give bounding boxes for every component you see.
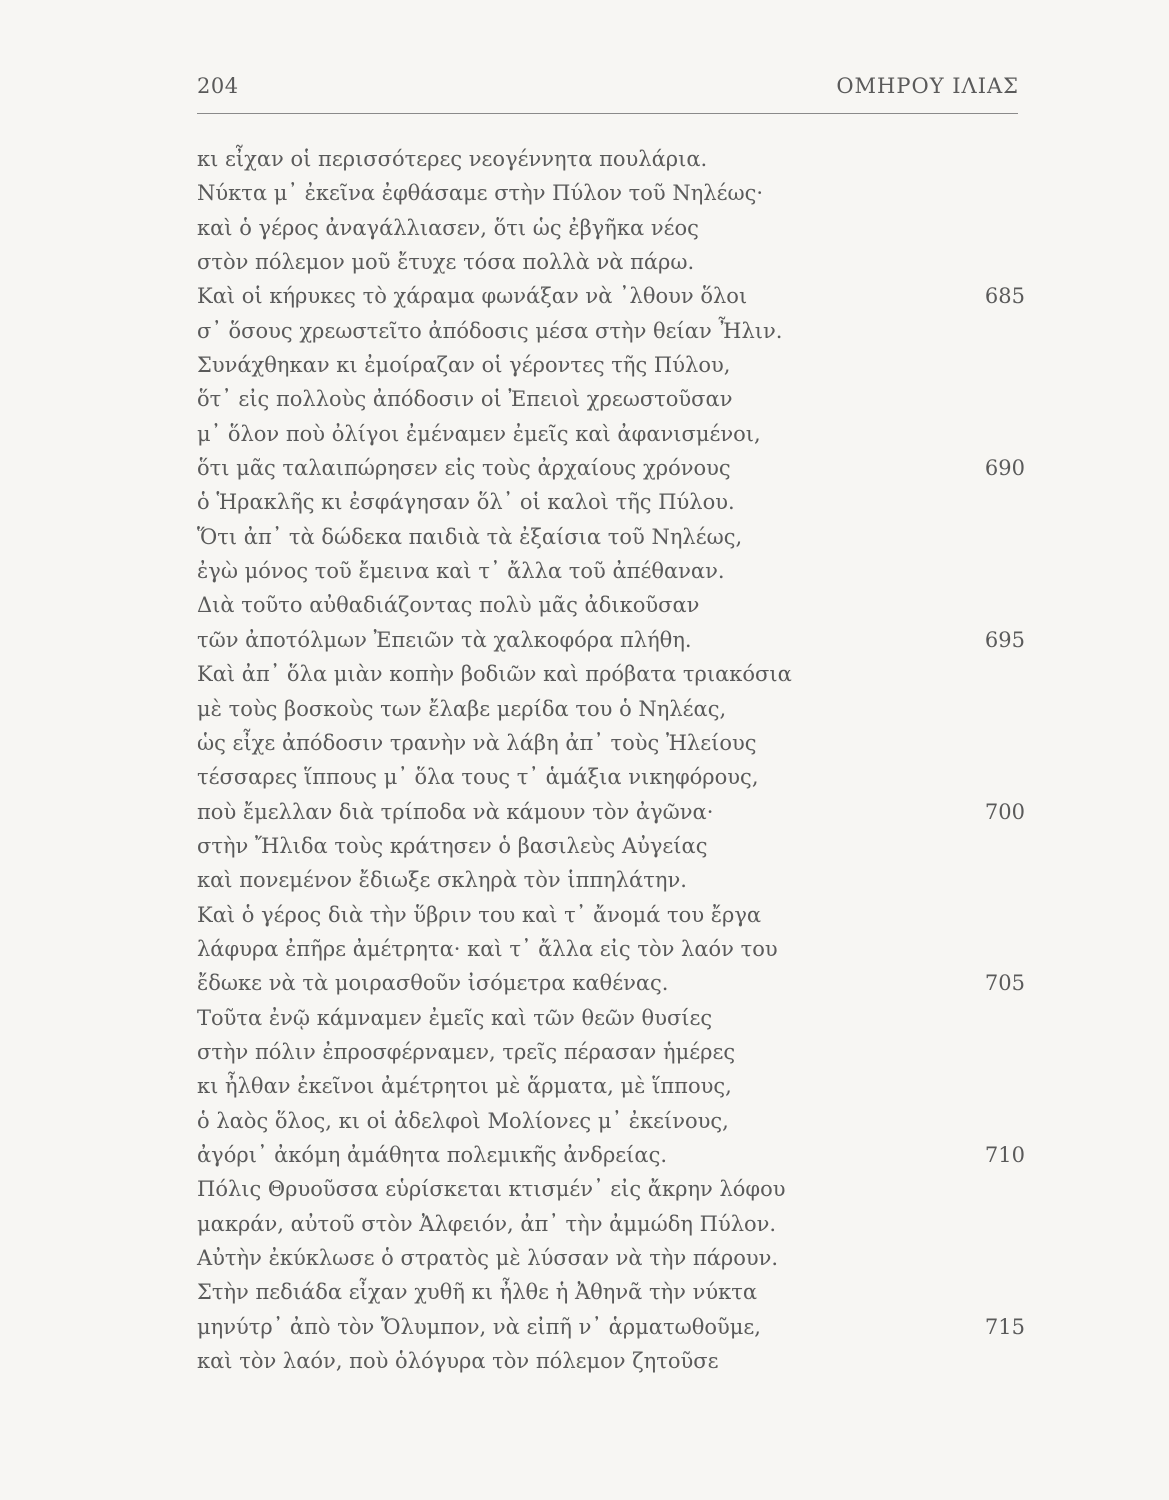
verse-line — [197, 1172, 1027, 1206]
verse-text: μακράν, αὐτοῦ στὸν Ἀλφειόν, ἀπ᾽ τὴν ἀμμώδη Πύλον. — [197, 1211, 777, 1236]
verse-text: Αὐτὴν ἐκύκλωσε ὁ στρατὸς μὲ λύσσαν νὰ τὴν πάρουν. — [197, 1246, 779, 1270]
verse-line — [197, 588, 1027, 622]
verse-line — [197, 211, 1027, 245]
verse-text: κι εἶχαν οἱ περισσότερες νεογέννητα πουλάρια. — [197, 147, 708, 171]
line-number: 700 — [984, 799, 1025, 824]
verse-text: Στὴν πεδιάδα εἶχαν χυθῆ κι ἦλθε ἡ Ἀθηνᾶ τὴν νύκτα — [197, 1280, 758, 1305]
verse-text: λάφυρα ἐπῆρε ἀμέτρητα· καὶ τ᾽ ἄλλα εἰς τὸν λαόν του — [197, 936, 778, 961]
verse-text: ὅτι μᾶς ταλαιπώρησεν εἰς τοὺς ἀρχαίους χρόνους — [197, 456, 731, 481]
verse-line — [197, 1104, 1027, 1138]
header-rule — [197, 113, 1018, 114]
verse-line — [197, 1275, 1027, 1309]
verse-line — [197, 795, 1027, 829]
verse-text: Διὰ τοῦτο αὐθαδιάζοντας πολὺ μᾶς ἀδικοῦσαν — [197, 593, 700, 618]
verse-text: μ᾽ ὅλον ποὺ ὀλίγοι ἐμέναμεν ἐμεῖς καὶ ἀφανισμένοι, — [197, 421, 761, 446]
verse-text: ἔδωκε νὰ τὰ μοιρασθοῦν ἰσόμετρα καθένας. — [197, 971, 669, 996]
line-number: 710 — [984, 1142, 1025, 1167]
verse-line — [197, 863, 1027, 897]
verse-text: μηνύτρ᾽ ἀπὸ τὸν Ὄλυμπον, νὰ εἰπῆ ν᾽ ἁρματωθοῦμε, — [197, 1314, 761, 1339]
verse-line — [197, 382, 1027, 416]
verse-text: ὡς εἶχε ἀπόδοσιν τρανὴν νὰ λάβη ἀπ᾽ τοὺς Ἠλείους — [197, 730, 757, 755]
verse-text: Συνάχθηκαν κι ἐμοίραζαν οἱ γέροντες τῆς Πύλου, — [197, 353, 731, 378]
line-number: 695 — [984, 627, 1025, 652]
verse-line — [197, 520, 1027, 554]
verse-line — [197, 726, 1027, 760]
verse-text: Καὶ οἱ κήρυκες τὸ χάραμα φωνάξαν νὰ ᾽λθουν ὅλοι — [197, 284, 748, 309]
verse-text: στὴν Ἤλιδα τοὺς κράτησεν ὁ βασιλεὺς Αὐγείας — [197, 833, 708, 858]
verse-line — [197, 176, 1027, 210]
verse-line — [197, 485, 1027, 519]
verse-text: καὶ ὁ γέρος ἀναγάλλιασεν, ὅτι ὡς ἐβγῆκα νέος — [197, 215, 699, 240]
verse-line — [197, 348, 1027, 382]
verse-text: ὅτ᾽ εἰς πολλοὺς ἀπόδοσιν οἱ Ἐπειοὶ χρεωστοῦσαν — [197, 387, 733, 412]
verse-text: τέσσαρες ἵππους μ᾽ ὅλα τους τ᾽ ἁμάξια νικηφόρους, — [197, 765, 759, 790]
verse-text: στὸν πόλεμον μοῦ ἔτυχε τόσα πολλὰ νὰ πάρω. — [197, 250, 695, 275]
verse-text: ποὺ ἔμελλαν διὰ τρίποδα νὰ κάμουν τὸν ἀγῶνα· — [197, 799, 714, 824]
verse-line — [197, 314, 1027, 348]
verse-text: Καὶ ἀπ᾽ ὅλα μιὰν κοπὴν βοδιῶν καὶ πρόβατα τριακόσια — [197, 662, 792, 687]
verse-line — [197, 623, 1027, 657]
line-number: 715 — [984, 1314, 1025, 1339]
verse-text: ὁ Ἡρακλῆς κι ἐσφάγησαν ὅλ᾽ οἱ καλοὶ τῆς Πύλου. — [197, 490, 735, 515]
poem-text — [197, 142, 1027, 1378]
verse-text: καὶ πονεμένον ἔδιωξε σκληρὰ τὸν ἱππηλάτην. — [197, 868, 687, 893]
verse-text: σ᾽ ὅσους χρεωστεῖτο ἀπόδοσις μέσα στὴν θείαν Ἦλιν. — [197, 318, 783, 343]
verse-line — [197, 898, 1027, 932]
verse-line — [197, 760, 1027, 794]
verse-text: ὁ λαὸς ὅλος, κι οἱ ἀδελφοὶ Μολίονες μ᾽ ἐκείνους, — [197, 1108, 729, 1133]
running-title: ΟΜΗΡΟΥ ΙΛΙΑΣ — [836, 74, 1019, 98]
verse-line — [197, 142, 1027, 176]
line-number: 705 — [984, 971, 1025, 996]
verse-line — [197, 451, 1027, 485]
verse-text: Τοῦτα ἐνῷ κάμναμεν ἐμεῖς καὶ τῶν θεῶν θυσίες — [197, 1005, 713, 1030]
verse-line — [197, 1344, 1027, 1378]
line-number: 685 — [984, 284, 1025, 309]
verse-line — [197, 932, 1027, 966]
verse-line — [197, 966, 1027, 1000]
verse-text: ἀγόρι᾽ ἀκόμη ἀμάθητα πολεμικῆς ἀνδρείας. — [197, 1142, 668, 1167]
verse-line — [197, 1001, 1027, 1035]
verse-line — [197, 417, 1027, 451]
verse-text: Νύκτα μ᾽ ἐκεῖνα ἐφθάσαμε στὴν Πύλον τοῦ Νηλέως· — [197, 181, 764, 206]
verse-line — [197, 554, 1027, 588]
verse-line — [197, 692, 1027, 726]
verse-text: Πόλις Θρυοῦσσα εὑρίσκεται κτισμέν᾽ εἰς ἄκρην λόφου — [197, 1177, 786, 1202]
line-number: 690 — [984, 456, 1025, 481]
verse-line — [197, 657, 1027, 691]
verse-line — [197, 1035, 1027, 1069]
verse-text: ἐγὼ μόνος τοῦ ἔμεινα καὶ τ᾽ ἄλλα τοῦ ἀπέθαναν. — [197, 559, 725, 584]
verse-text: Ὅτι ἀπ᾽ τὰ δώδεκα παιδιὰ τὰ ἐξαίσια τοῦ Νηλέως, — [197, 524, 743, 549]
verse-text: κι ἦλθαν ἐκεῖνοι ἀμέτρητοι μὲ ἅρματα, μὲ ἵππους, — [197, 1074, 732, 1099]
verse-line — [197, 279, 1027, 313]
verse-text: στὴν πόλιν ἐπροσφέρναμεν, τρεῖς πέρασαν ἡμέρες — [197, 1039, 736, 1064]
verse-line — [197, 1138, 1027, 1172]
verse-line — [197, 245, 1027, 279]
verse-line — [197, 1310, 1027, 1344]
verse-line — [197, 1069, 1027, 1103]
verse-line — [197, 1241, 1027, 1275]
verse-text: Καὶ ὁ γέρος διὰ τὴν ὕβριν του καὶ τ᾽ ἄνομά του ἔργα — [197, 902, 762, 927]
verse-text: μὲ τοὺς βοσκοὺς των ἔλαβε μερίδα του ὁ Νηλέας, — [197, 696, 727, 721]
verse-text: τῶν ἀποτόλμων Ἐπειῶν τὰ χαλκοφόρα πλήθη. — [197, 627, 692, 652]
page-number: 204 — [197, 74, 239, 98]
verse-line — [197, 1207, 1027, 1241]
verse-text: καὶ τὸν λαόν, ποὺ ὁλόγυρα τὸν πόλεμον ζητοῦσε — [197, 1349, 719, 1374]
verse-line — [197, 829, 1027, 863]
